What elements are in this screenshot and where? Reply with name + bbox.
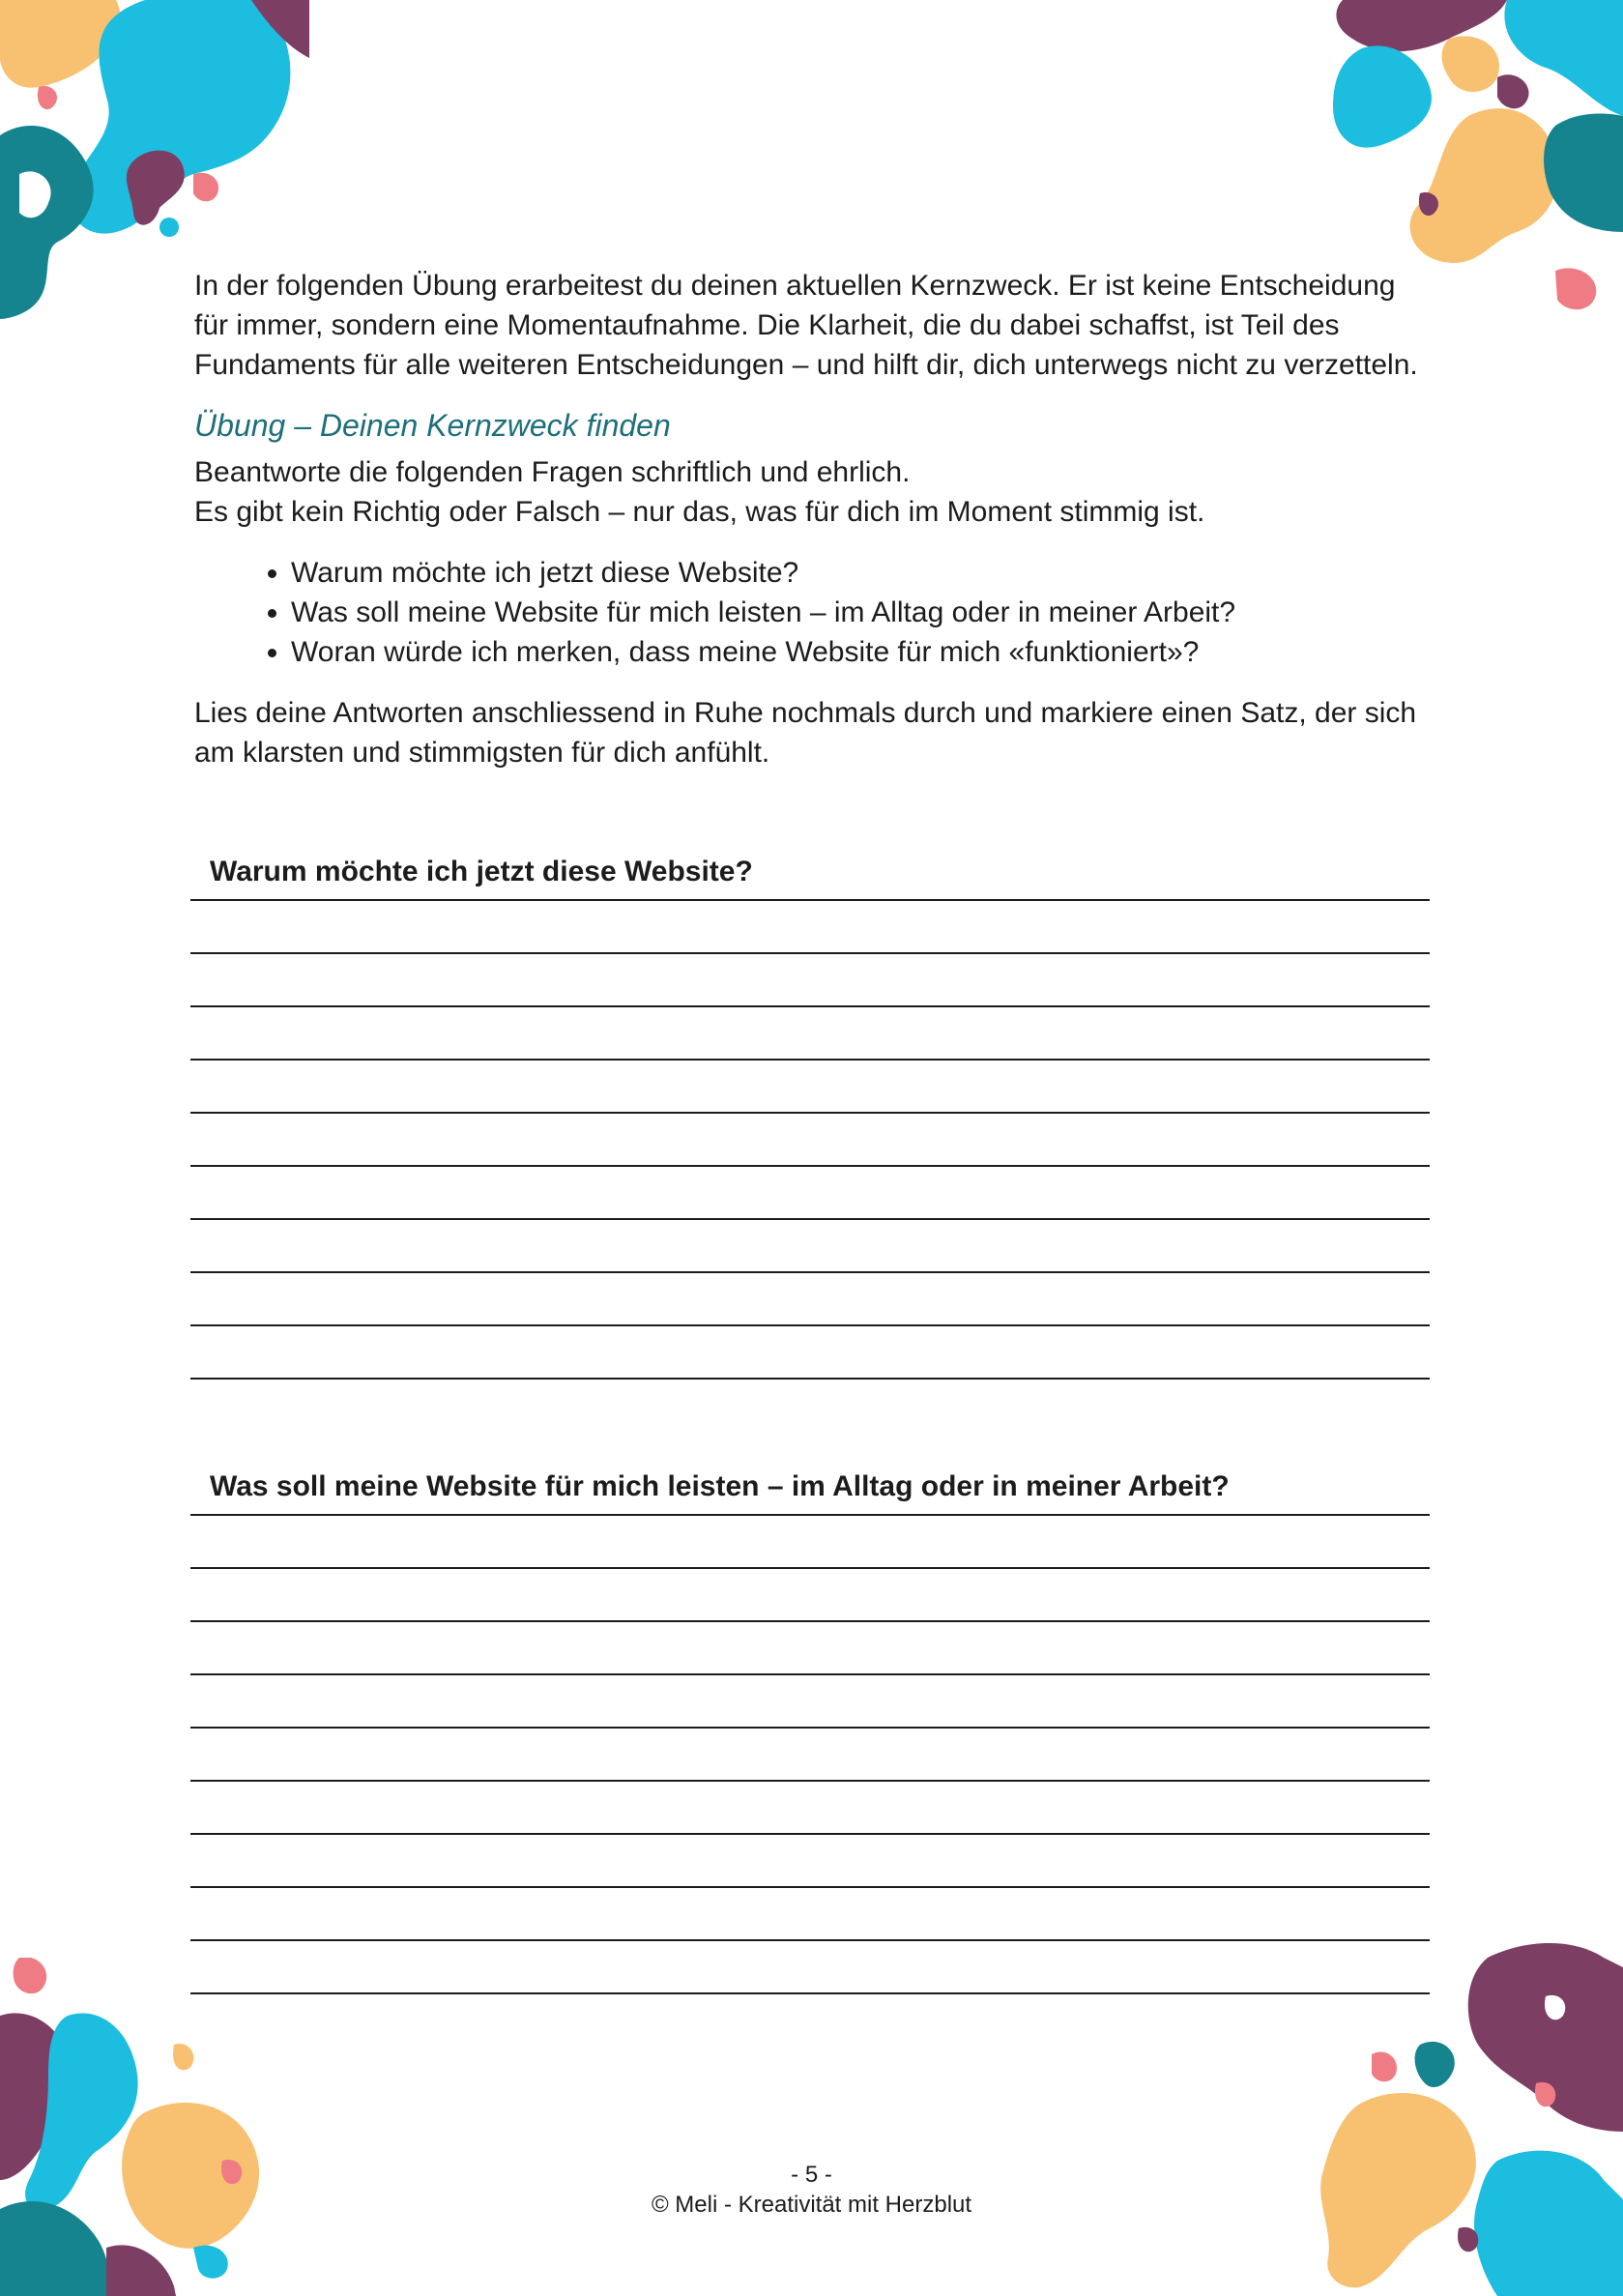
page-number: - 5 - [791,2162,832,2188]
writing-line[interactable] [190,1273,1430,1326]
writing-line[interactable] [190,1941,1430,1994]
writing-line[interactable] [190,1061,1430,1114]
instruction-line-1: Beantworte die folgenden Fragen schriftlich und ehrlich. [194,456,911,488]
question-1-block [190,853,1430,1380]
writing-line[interactable] [190,1782,1430,1835]
question-1-title: Warum möchte ich jetzt diese Website? [210,856,753,887]
question-2-title: Was soll meine Website für mich leisten – im Alltag oder in meiner Arbeit? [210,1470,1230,1502]
writing-line[interactable] [190,954,1430,1007]
writing-line[interactable] [190,1516,1430,1569]
writing-line[interactable] [190,1007,1430,1061]
writing-line[interactable] [190,1114,1430,1167]
writing-line[interactable] [190,891,1430,901]
writing-line[interactable] [190,1622,1430,1675]
writing-line[interactable] [190,1326,1430,1380]
writing-line[interactable] [190,1167,1430,1220]
list-item: • Was soll meine Website für mich leisten – im Alltag oder in meiner Arbeit? [291,593,1432,632]
intro-paragraph: In der folgenden Übung erarbeitest du deinen aktuellen Kernzweck. Er ist keine Entscheidung für immer, sondern eine Momentaufnahme. Die Klarheit, die du dabei schaffst, ist Teil des Fundaments für alle weiteren Entscheidungen – und hilft dir, dich unterwegs nicht zu verzetteln. [194,270,1418,381]
closing-paragraph: Lies deine Antworten anschliessend in Ruhe nochmals durch und markiere einen Satz, der sich am klarsten und stimmigsten für dich anfühlt. [194,697,1417,769]
writing-line[interactable] [190,901,1430,954]
list-item: • Warum möchte ich jetzt diese Website? [291,553,1432,593]
writing-line[interactable] [190,1220,1430,1273]
writing-line[interactable] [190,1835,1430,1888]
writing-line[interactable] [190,1506,1430,1516]
writing-line[interactable] [190,1888,1430,1941]
decoration-bottom-left [0,1958,319,2296]
question-list [194,553,1432,672]
writing-line[interactable] [190,1675,1430,1729]
writing-line[interactable] [190,1729,1430,1782]
page-footer [0,2160,1623,2220]
instruction-line-2: Es gibt kein Richtig oder Falsch – nur das, was für dich im Moment stimmig ist. [194,496,1205,528]
writing-line[interactable] [190,1569,1430,1622]
main-content [194,266,1432,772]
question-2-block [190,1468,1430,1994]
list-item: • Woran würde ich merken, dass meine Website für mich «funktioniert»? [291,632,1432,672]
copyright: © Meli - Kreativität mit Herzblut [651,2192,972,2218]
exercise-title: Übung – Deinen Kernzweck finden [194,408,671,443]
